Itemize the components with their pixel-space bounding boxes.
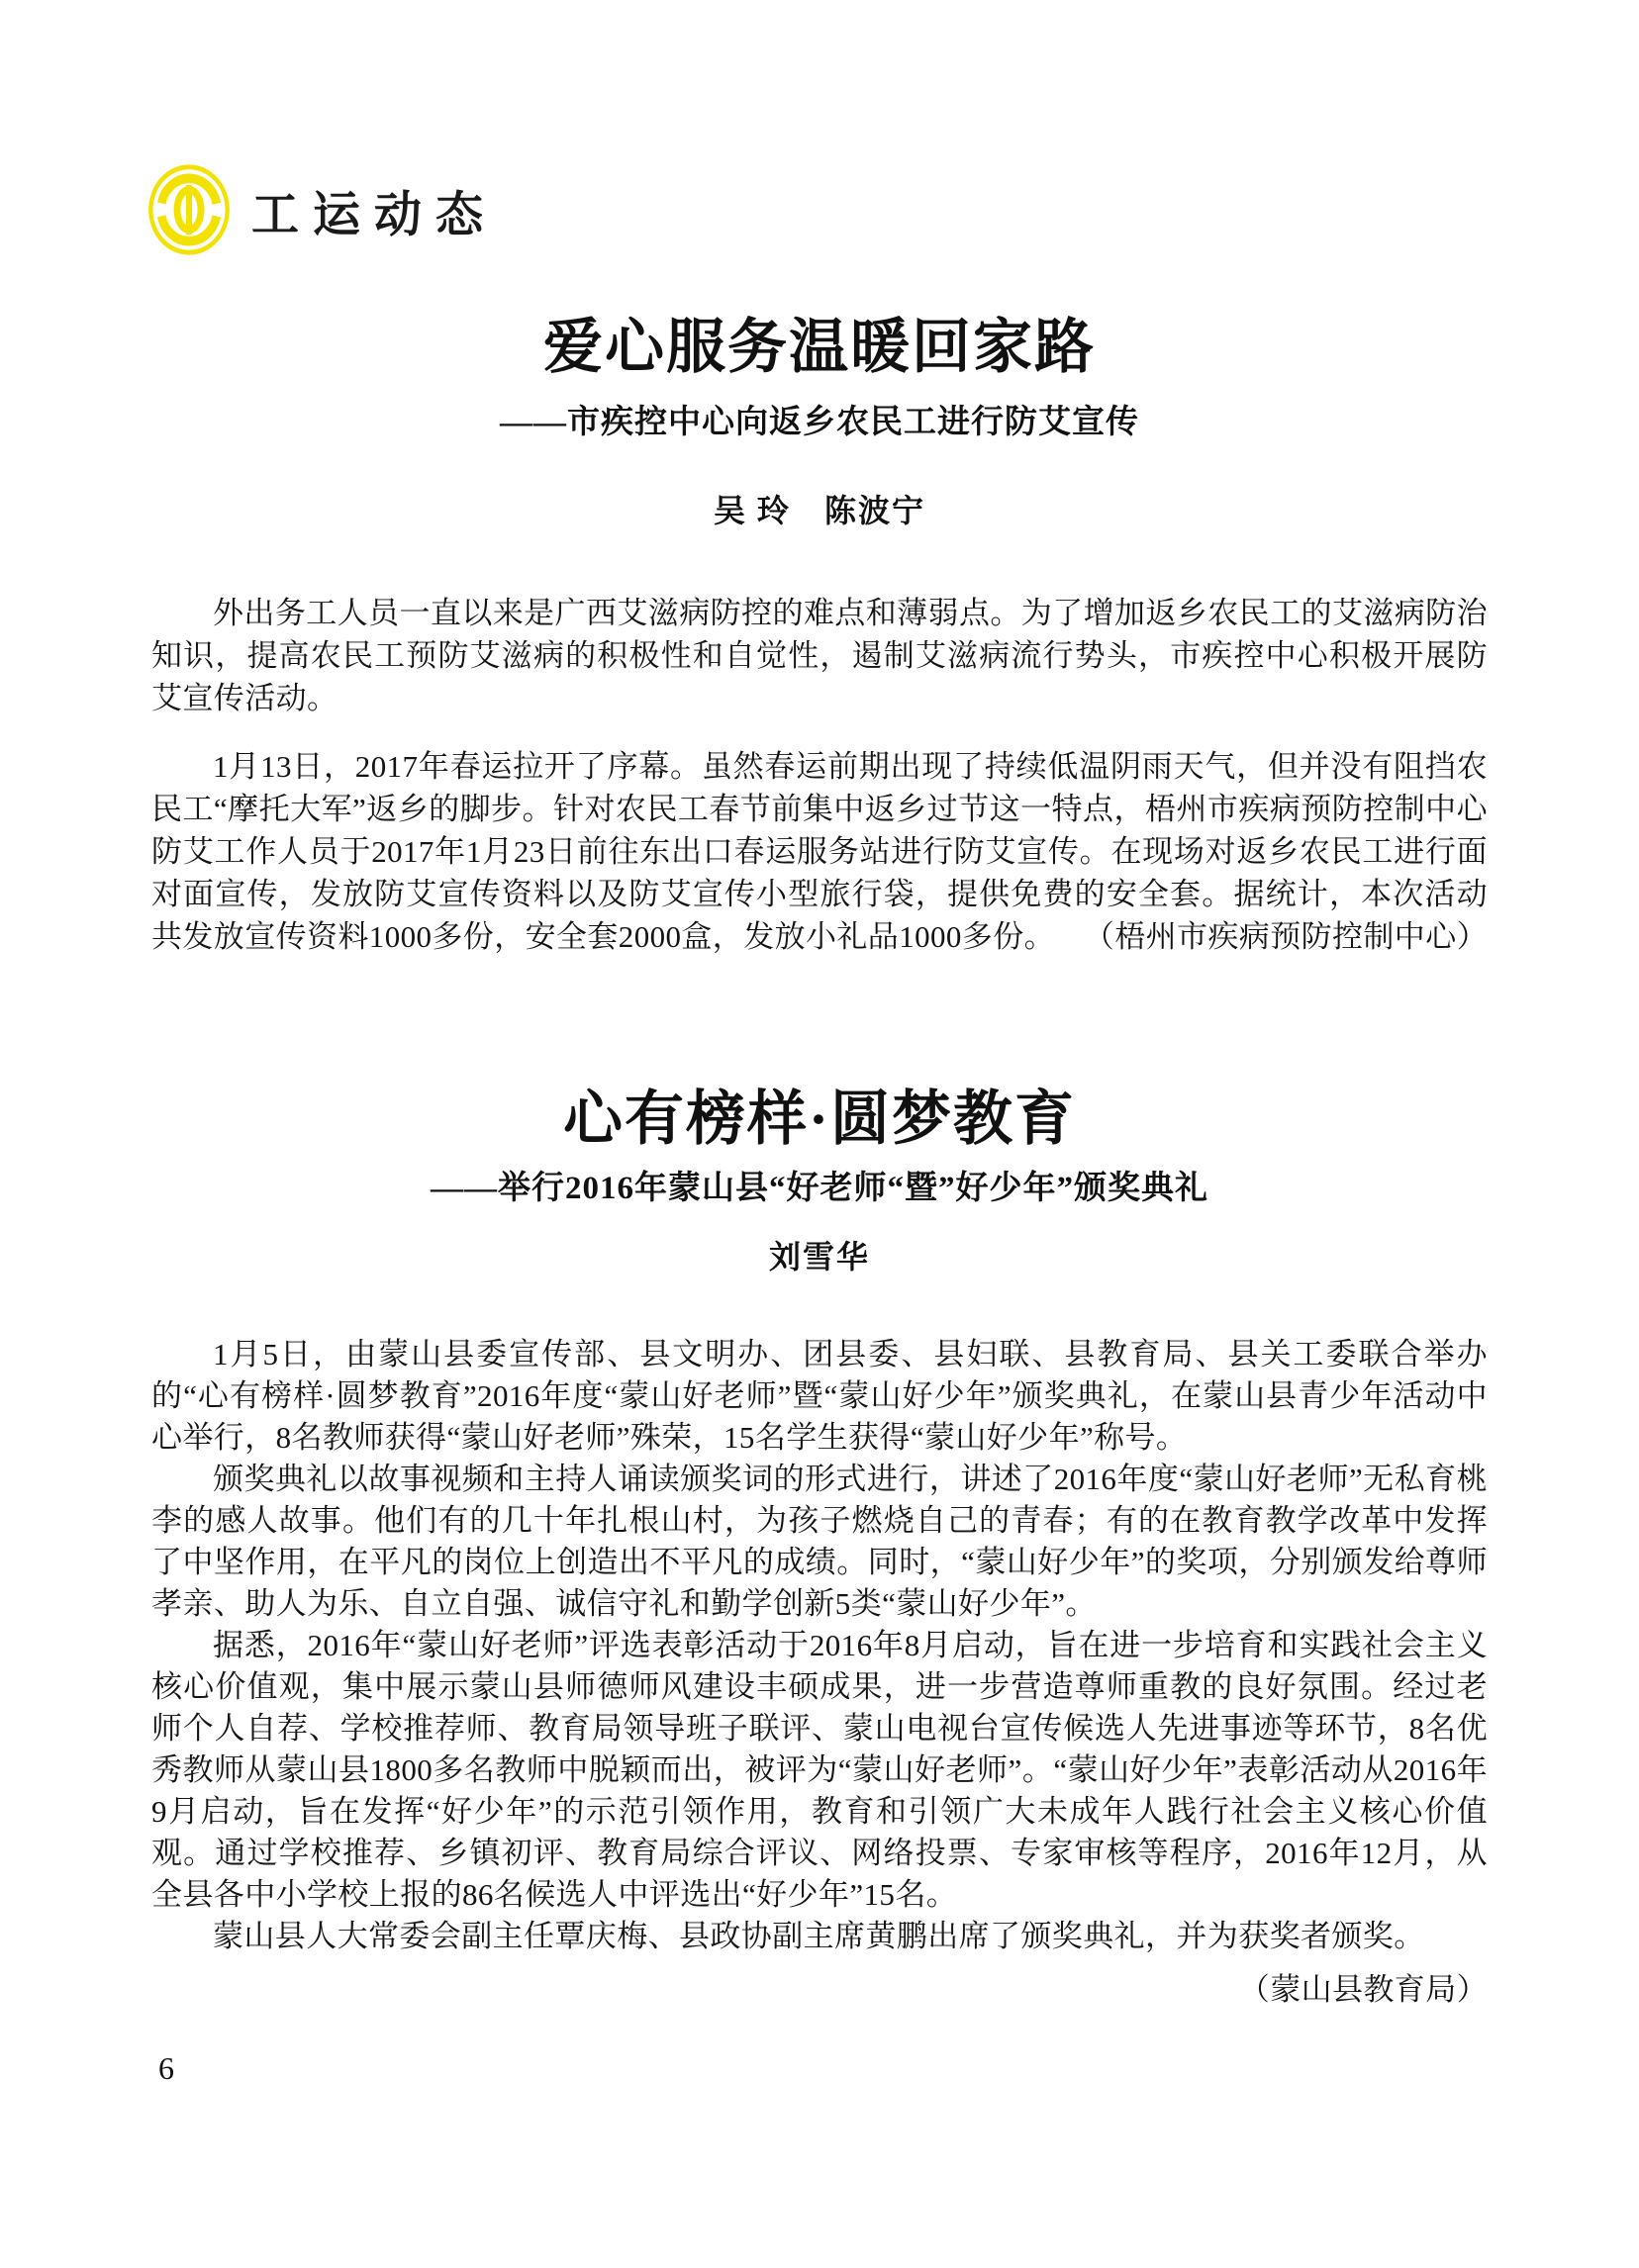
page-number: 6 [158, 2050, 174, 2086]
page-content [151, 0, 1488, 2011]
body-paragraph: 1月5日，由蒙山县委宣传部、县文明办、团县委、县妇联、县教育局、县关工委联合举办的“心有榜样·圆梦教育”2016年度“蒙山好老师”暨“蒙山好少年”颁奖典礼，在蒙山县青少年活动中心举行，8名教师获得“蒙山好老师”殊荣，15名学生获得“蒙山好少年”称号。 [151, 1337, 1488, 1455]
article-subtitle: ——举行2016年蒙山县“好老师“暨”好少年”颁奖典礼 [431, 1171, 1208, 1206]
attribution: （蒙山县教育局） [1238, 1972, 1488, 2007]
body-paragraph: 蒙山县人大常委会副主任覃庆梅、县政协副主席黄鹏出席了颁奖典礼，并为获奖者颁奖。 [213, 1919, 1425, 1953]
article-title: 爱心服务温暖回家路 [543, 315, 1096, 380]
body-paragraph: 颁奖典礼以故事视频和主持人诵读颁奖词的形式进行，讲述了2016年度“蒙山好老师”无私育桃李的感人故事。他们有的几十年扎根山村，为孩子燃烧自己的青春；有的在教育教学改革中发挥了中坚作用，在平凡的岗位上创造出不平凡的成绩。同时，“蒙山好少年”的奖项，分别颁发给尊师孝亲、助人为乐、自立自强、诚信守礼和勤学创新5类“蒙山好少年”。 [151, 1462, 1488, 1621]
article-authors: 吴 玲 陈波宁 [713, 493, 925, 528]
article-subtitle: ——市疾控中心向返乡农民工进行防艾宣传 [500, 405, 1139, 440]
body-paragraph: 1月13日，2017年春运拉开了序幕。虽然春运前期出现了持续低温阴雨天气，但并没有阻挡农民工“摩托大军”返乡的脚步。针对农民工春节前集中返乡过节这一特点，梧州市疾病预防控制中心防艾工作人员于2017年1月23日前往东出口春运服务站进行防艾宣传。在现场对返乡农民工进行面对面宣传，发放防艾宣传资料以及防艾宣传小型旅行袋，提供免费的安全套。据统计，本次活动共发放宣传资料1000多份，安全套2000盒，发放小礼品1000多份。 [151, 749, 1488, 954]
article-authors: 刘雪华 [768, 1239, 870, 1275]
attribution: （梧州市疾病预防控制中心） [1083, 919, 1488, 954]
body-paragraph: 外出务工人员一直以来是广西艾滋病防控的难点和薄弱点。为了增加返乡农民工的艾滋病防治知识，提高农民工预防艾滋病的积极性和自觉性，遏制艾滋病流行势头，市疾控中心积极开展防艾宣传活动。 [151, 596, 1488, 715]
section-title: 工运动态 [251, 188, 498, 242]
article-aids-outreach [151, 313, 1488, 958]
article-title: 心有榜样·圆梦教育 [562, 1087, 1076, 1152]
body-paragraph: 据悉，2016年“蒙山好老师”评选表彰活动于2016年8月启动，旨在进一步培育和实践社会主义核心价值观，集中展示蒙山县师德师风建设丰硕成果，进一步营造尊师重教的良好氛围。经过老师个人自荐、学校推荐师、教育局领导班子联评、蒙山电视台宣传候选人先进事迹等环节，8名优秀教师从蒙山县1800多名教师中脱颖而出，被评为“蒙山好老师”。“蒙山好少年”表彰活动从2016年9月启动，旨在发挥“好少年”的示范引领作用，教育和引领广大未成年人践行社会主义核心价值观。通过学校推荐、乡镇初评、教育局综合评议、网络投票、专家审核等程序，2016年12月，从全县各中小学校上报的86名候选人中评选出“好少年”15名。 [151, 1628, 1488, 1912]
article-award-ceremony [151, 1085, 1488, 2011]
